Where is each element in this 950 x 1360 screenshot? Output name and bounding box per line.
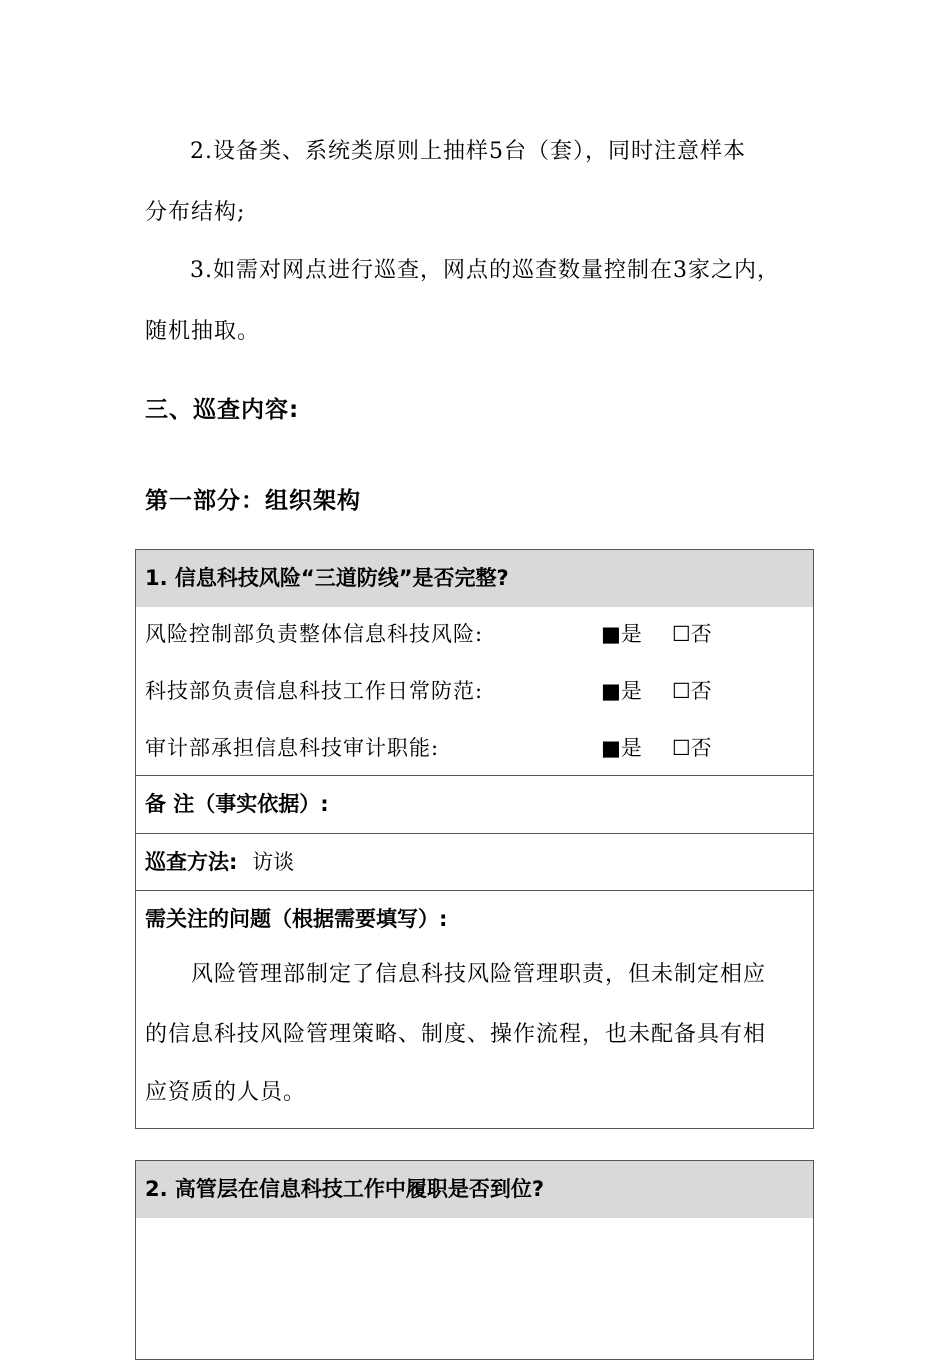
check-item-label: 科技部负责信息科技工作日常防范: (145, 679, 484, 703)
part-heading: 第一部分：组织架构 (145, 488, 361, 514)
remark-row (136, 775, 813, 833)
method-text (145, 848, 294, 876)
no-checkbox[interactable]: ☐否 (671, 736, 712, 760)
no-checkbox[interactable]: ☐否 (671, 679, 712, 703)
check-item-label: 审计部承担信息科技审计职能: (145, 736, 440, 760)
method-value: 访谈 (252, 850, 295, 874)
yes-checkbox[interactable]: ■是 (601, 622, 642, 646)
checklist-table-2 (135, 1160, 814, 1360)
check-item-label: 风险控制部负责整体信息科技风险: (145, 622, 484, 646)
yes-no-choice (601, 677, 712, 705)
table-1-title: 1. 信息科技风险“三道防线”是否完整? (145, 566, 509, 590)
yes-checkbox[interactable]: ■是 (601, 679, 642, 703)
check-item-3 (136, 721, 813, 775)
no-checkbox[interactable]: ☐否 (671, 622, 712, 646)
yes-no-choice (601, 620, 712, 648)
check-item-2 (136, 664, 813, 721)
section-heading: 三、巡查内容: (145, 397, 300, 423)
yes-checkbox[interactable]: ■是 (601, 736, 642, 760)
issues-row (136, 890, 813, 1128)
issues-line-2: 的信息科技风险管理策略、制度、操作流程，也未配备具有相 (145, 1022, 767, 1047)
intro-line-4: 随机抽取。 (145, 319, 261, 344)
table-2-header-row (136, 1161, 813, 1218)
intro-line-2: 分布结构; (145, 200, 246, 225)
table-2-title: 2. 高管层在信息科技工作中履职是否到位? (145, 1177, 545, 1201)
check-item-1 (136, 607, 813, 664)
method-row (136, 833, 813, 890)
table-1-header-row (136, 550, 813, 607)
issues-line-3: 应资质的人员。 (145, 1080, 307, 1105)
method-label: 巡查方法: (145, 850, 238, 874)
yes-no-choice (601, 734, 712, 762)
checklist-table-1 (135, 549, 814, 1129)
intro-line-3: 3.如需对网点进行巡查，网点的巡查数量控制在3家之内， (190, 258, 780, 283)
remark-label: 备 注（事实依据）: (145, 792, 329, 816)
issues-label: 需关注的问题（根据需要填写）: (145, 907, 448, 931)
intro-line-1: 2.设备类、系统类原则上抽样5台（套），同时注意样本 (190, 139, 746, 164)
issues-line-1: 风险管理部制定了信息科技风险管理职责，但未制定相应 (191, 962, 767, 987)
